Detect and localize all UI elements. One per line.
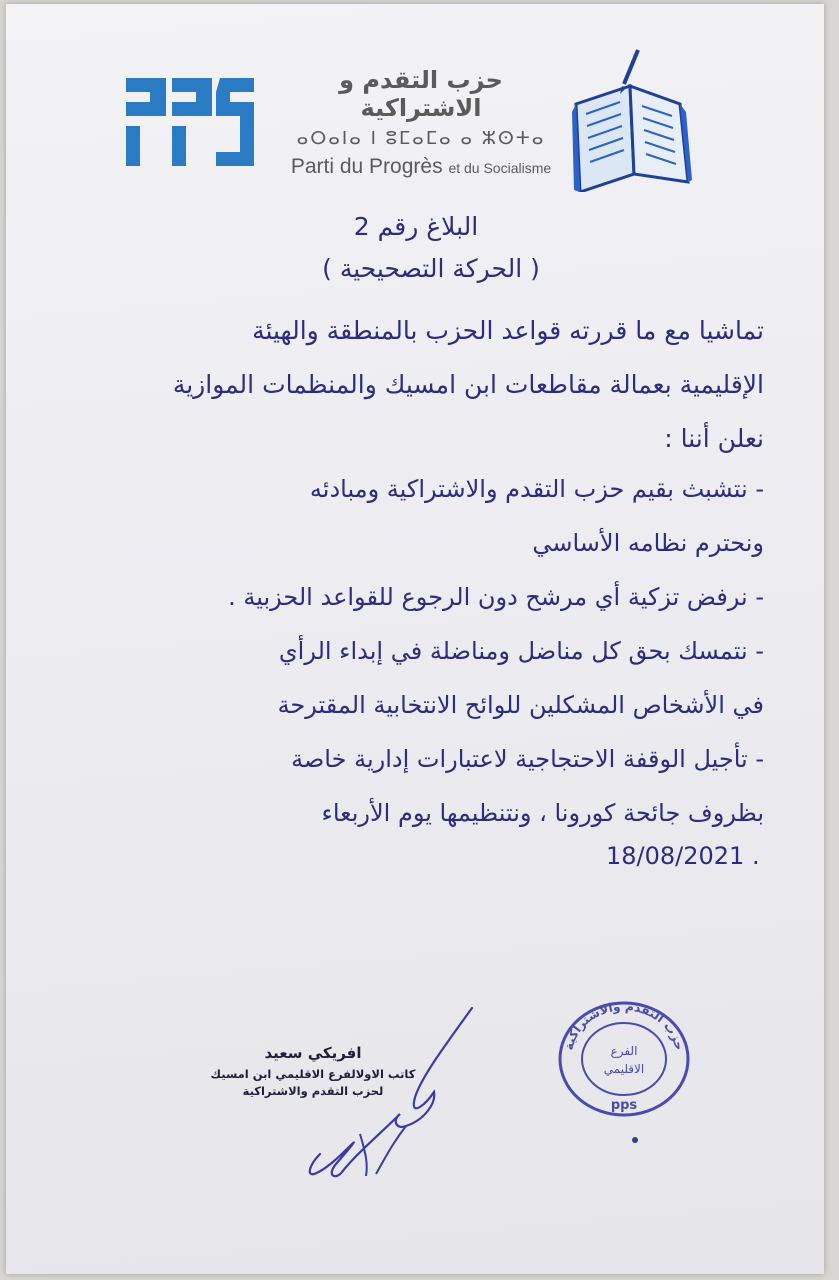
- ink-dot: [632, 1137, 638, 1143]
- party-name-tifinagh: ⴰⵔⴰⵏⴰ Ⅰ ⵓⵎⴰⵎⴰ ⴰ ⵣⵙⵜⴰ: [296, 128, 546, 149]
- party-name-arabic: حزب التقدم و الاشتراكية: [339, 66, 503, 122]
- signatory-name: افريكي سعيد: [264, 1044, 362, 1062]
- signatory-party: لحزب التقدم والاشتراكية: [242, 1084, 384, 1098]
- party-stamp: [554, 999, 694, 1124]
- item-line: في الأشخاص المشكلين للوائح الانتخابية المقترحة: [277, 691, 764, 719]
- stamp-center-line1: الفرع: [610, 1044, 638, 1058]
- item-line: بظروف جائحة كورونا ، ونتنظيمها يوم الأربعاء: [321, 799, 764, 827]
- item-line: - نرفض تزكية أي مرشح دون الرجوع للقواعد الحزبية .: [228, 583, 764, 611]
- letter-date: 18/08/2021 .: [606, 842, 760, 870]
- letter-subtitle: ( الحركة التصحيحية ): [322, 254, 540, 283]
- party-header: [276, 62, 566, 179]
- open-book-icon: [568, 42, 696, 192]
- item-line: - تأجيل الوقفة الاحتجاجية لاعتبارات إدارية خاصة: [291, 745, 764, 773]
- item-line: ونحترم نظامه الأساسي: [532, 529, 764, 557]
- signatory-title: كاتب الاولالفرع الاقليمي ابن امسيك: [210, 1067, 416, 1081]
- letter-title: البلاغ رقم 2: [353, 212, 479, 241]
- item-line: - نتشبث بقيم حزب التقدم والاشتراكية ومبادئه: [309, 475, 764, 503]
- stamp-center-line2: الاقليمي: [603, 1062, 645, 1076]
- stamp-ring-text: حزب التقدم والاشتراكية: [561, 999, 687, 1052]
- stamp-bottom-text: pps: [610, 1098, 638, 1113]
- letter-intro: [173, 304, 764, 466]
- pps-logo: [120, 72, 260, 172]
- party-name-french-small: et du Socialisme: [448, 160, 552, 176]
- intro-line: نعلن أننا :: [664, 424, 764, 453]
- handwritten-signature: [296, 1004, 486, 1184]
- party-name-french: [276, 155, 566, 179]
- letter-items: [228, 462, 764, 840]
- intro-line: الإقليمية بعمالة مقاطعات ابن امسيك والمنظمات الموازية: [172, 370, 764, 399]
- party-name-french-main: Parti du Progrès: [290, 155, 443, 178]
- intro-line: تماشيا مع ما قررته قواعد الحزب بالمنطقة والهيئة: [252, 316, 764, 345]
- item-line: - نتمسك بحق كل مناضل ومناضلة في إبداء الرأي: [278, 637, 764, 665]
- letter-page: [6, 4, 824, 1274]
